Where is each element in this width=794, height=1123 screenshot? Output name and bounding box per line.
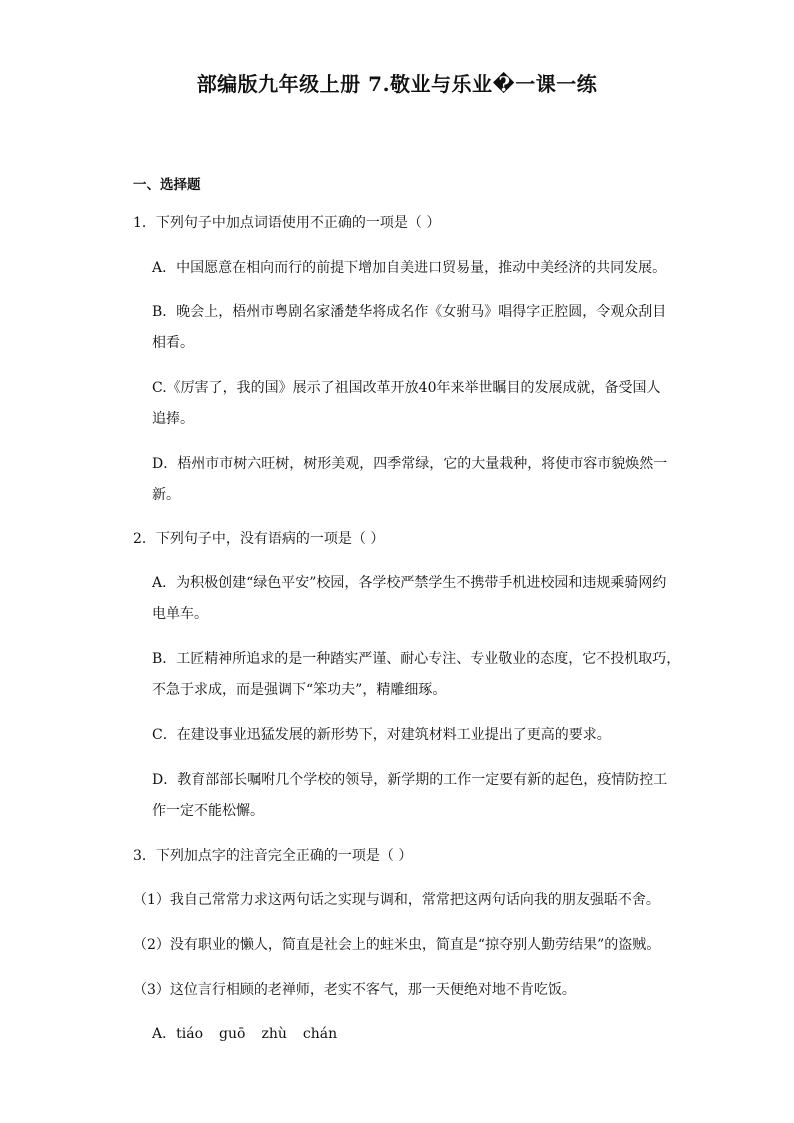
question-1-option-d-cont: 新。 [152,487,180,503]
question-3-option-a [152,1024,353,1044]
section-heading: 一、选择题 [133,177,201,193]
question-3-sentence-2: （2）没有职业的懒人，简直是社会上的蛀米虫，简直是“掠夺别人勤劳结果”的盗贼。 [133,937,661,953]
pinyin-item: guō [219,1026,246,1042]
question-1-option-b: B．晚会上，梧州市粤剧名家潘楚华将成名作《女驸马》唱得字正腔圆，令观众刮目 [152,304,667,320]
question-1-option-a: A．中国愿意在相向而行的前提下增加自美进口贸易量，推动中美经济的共同发展。 [152,260,667,276]
question-2-option-b-cont: 不急于求成，而是强调下“笨功夫”，精雕细琢。 [152,682,447,698]
question-3-stem: 3．下列加点字的注音完全正确的一项是（ ） [133,848,413,864]
question-1-option-b-cont: 相看。 [152,335,194,351]
question-2-option-a-cont: 电单车。 [152,606,208,622]
question-2-option-b: B．工匠精神所追求的是一种踏实严谨、耐心专注、专业敬业的态度，它不投机取巧， [152,651,681,667]
question-2-stem: 2．下列句子中，没有语病的一项是（ ） [133,531,385,547]
question-2-option-c: C．在建设事业迅猛发展的新形势下，对建筑材料工业提出了更高的要求。 [152,727,611,743]
question-3-sentence-3: （3）这位言行相顾的老禅师，老实不客气，那一天便绝对地不肯吃饭。 [133,982,576,998]
pinyin-item: tiáo [176,1026,204,1042]
question-1-option-c-cont: 追捧。 [152,411,194,427]
question-1-option-c: C.《厉害了，我的国》展示了祖国改革开放40年来举世瞩目的发展成就，备受国人 [152,380,661,396]
option-label: A． [152,1026,177,1042]
question-2-option-d: D．教育部部长嘱咐几个学校的领导，新学期的工作一定要有新的起色，疫情防控工 [152,772,668,788]
question-2-option-d-cont: 作一定不能松懈。 [152,803,264,819]
question-2-option-a: A．为积极创建“绿色平安”校园，各学校严禁学生不携带手机进校园和违规乘骑网约 [152,575,667,591]
pinyin-item: chán [302,1026,338,1042]
question-1-stem: 1．下列句子中加点词语使用不正确的一项是（ ） [133,215,441,231]
pinyin-item: zhù [261,1026,287,1042]
question-1-option-d: D．梧州市市树六旺树，树形美观，四季常绿，它的大量栽种，将使市容市貌焕然一 [152,456,668,472]
question-3-sentence-1: （1）我自己常常力求这两句话之实现与调和，常常把这两句话向我的朋友强聒不舍。 [133,892,660,908]
page-title: 部编版九年级上册 7.敬业与乐业�一课一练 [196,72,598,96]
